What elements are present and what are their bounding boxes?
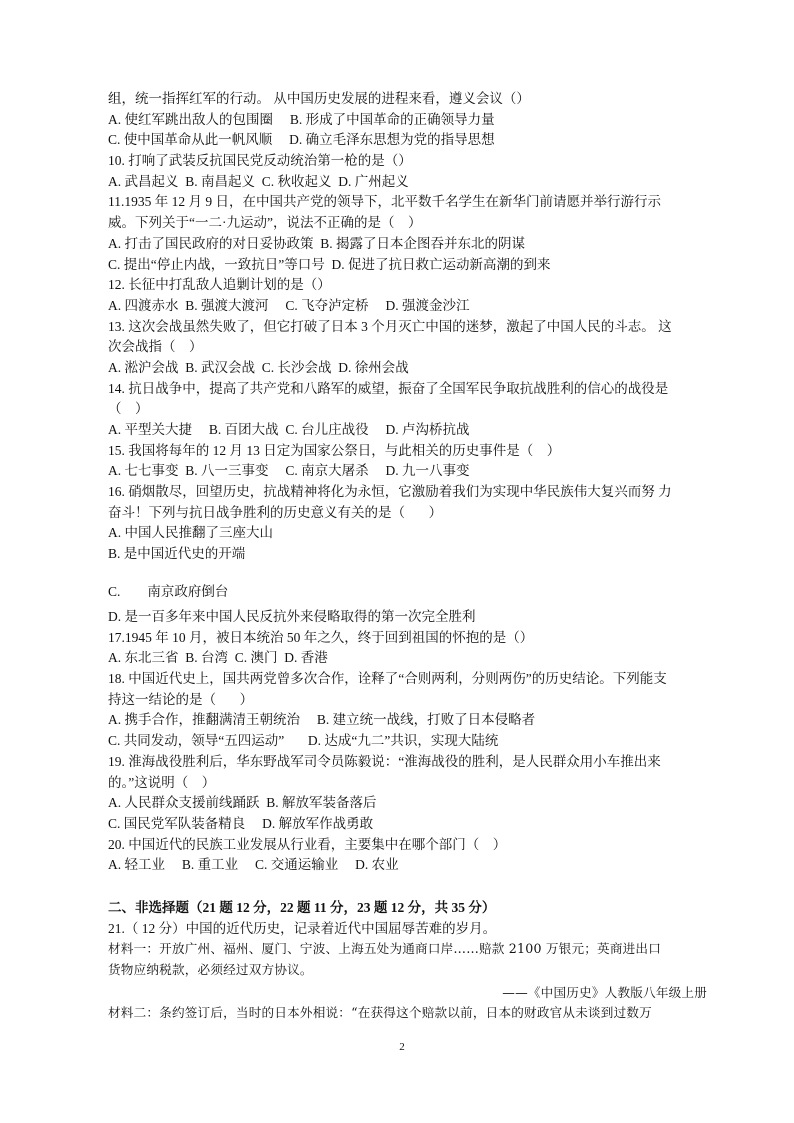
question-18-stem-line: 18. 中国近代史上，国共两党曾多次合作，诠释了“合则两利，分则两伤”的历史结论。下列能支 — [108, 671, 667, 687]
material-1-line: 材料一：开放广州、福州、厦门、宁波、上海五处为通商口岸……赔款 2100 万银元；英商进出口 — [108, 941, 662, 957]
question-16-stem-line: 16. 硝烟散尽，回望历史，抗战精神将化为永恒，它激励着我们为实现中华民族伟大复兴而努 力 — [108, 484, 672, 500]
material-2-line: 材料二：条约签订后，当时的日本外相说：“在获得这个赔款以前，日本的财政官从未谈到过数万 — [108, 1005, 652, 1021]
page-content — [108, 89, 708, 1024]
question-16-option-b: B. 是中国近代史的开端 — [108, 546, 246, 562]
material-1-line: 货物应纳税款，必须经过双方协议。 — [108, 962, 313, 977]
question-11-options-line: C. 提出“停止内战，一致抗日”等口号 D. 促进了抗日救亡运动新高潮的到来 — [108, 256, 551, 272]
question-18-stem-line: 持这一结论的是（ ） — [108, 691, 254, 707]
question-13-stem-line: 次会战指（ ） — [108, 339, 203, 355]
question-17-options-line: A. 东北三省 B. 台湾 C. 澳门 D. 香港 — [108, 650, 328, 666]
question-10-stem-line: 10. 打响了武装反抗国民党反动统治第一枪的是（） — [108, 153, 412, 169]
question-9-options-line: A. 使红军跳出敌人的包围圈 B. 形成了中国革命的正确领导力量 — [108, 111, 495, 127]
question-19-stem-line: 19. 淮海战役胜利后，华东野战军司令员陈毅说：“淮海战役的胜利，是人民群众用小车推出来 — [108, 753, 661, 769]
question-16-option-c: C. 南京政府倒台 — [108, 584, 229, 600]
question-19-options-line: A. 人民群众支援前线踊跃 B. 解放军装备落后 — [108, 795, 377, 811]
question-18-options-line: C. 共同发动，领导“五四运动” D. 达成“九二”共识，实现大陆统 — [108, 733, 499, 749]
question-20-stem-line: 20. 中国近代的民族工业发展从行业看，主要集中在哪个部门（ ） — [108, 836, 507, 852]
question-16-option-a: A. 中国人民推翻了三座大山 — [108, 525, 273, 541]
question-18-options-line: A. 携手合作，推翻满清王朝统治 B. 建立统一战线，打败了日本侵略者 — [108, 712, 536, 728]
question-11-stem-line: 11.1935 年 12 月 9 日，在中国共产党的领导下，北平数千名学生在新华门前请愿并举行游行示 — [108, 194, 661, 210]
question-14-options-line: A. 平型关大捷 B. 百团大战 C. 台儿庄战役 D. 卢沟桥抗战 — [108, 422, 470, 437]
page-number: 2 — [399, 1041, 405, 1053]
question-14-stem-line: 14. 抗日战争中，提高了共产党和八路军的威望，振奋了全国军民争取抗战胜利的信心的战役是 — [108, 380, 669, 396]
question-14-stem-line: （ ） — [108, 401, 149, 417]
question-11-stem-line: 威。下列关于“一二·九运动”，说法不正确的是（ ） — [108, 215, 422, 231]
question-9-stem-line: 组，统一指挥红军的行动。 从中国历史发展的进程来看，遵义会议（） — [108, 91, 530, 106]
question-20-options-line: A. 轻工业 B. 重工业 C. 交通运输业 D. 农业 — [108, 857, 399, 873]
question-17-stem-line: 17.1945 年 10 月，被日本统治 50 年之久，终于回到祖国的怀抱的是（） — [108, 629, 534, 645]
question-16-stem-line: 奋斗！下列与抗日战争胜利的历史意义有关的是（ ） — [108, 504, 443, 520]
question-12-stem-line: 12. 长征中打乱敌人追剿计划的是（） — [108, 277, 331, 293]
question-15-options-line: A. 七七事变 B. 八一三事变 C. 南京大屠杀 D. 九一八事变 — [108, 463, 470, 479]
question-12-options-line: A. 四渡赤水 B. 强渡大渡河 C. 飞夺泸定桥 D. 强渡金沙江 — [108, 297, 470, 313]
question-13-options-line: A. 淞沪会战 B. 武汉会战 C. 长沙会战 D. 徐州会战 — [108, 359, 409, 375]
question-19-stem-line: 的。”这说明（ ） — [108, 774, 216, 790]
question-13-stem-line: 13. 这次会战虽然失败了，但它打破了日本 3 个月灭亡中国的迷梦，激起了中国人民的斗志。 这 — [108, 318, 672, 334]
question-9-options-line: C. 使中国革命从此一帆风顺 D. 确立毛泽东思想为党的指导思想 — [108, 132, 495, 148]
section-heading: 二、非选择题（21 题 12 分，22 题 11 分，23 题 12 分，共 35 分） — [108, 899, 496, 915]
question-10-options-line: A. 武昌起义 B. 南昌起义 C. 秋收起义 D. 广州起义 — [108, 173, 409, 189]
material-1-source: ——《中国历史》人教版八年级上册 — [502, 984, 707, 1000]
question-15-stem-line: 15. 我国将每年的 12 月 13 日定为国家公祭日，与此相关的历史事件是（ ） — [108, 442, 561, 458]
question-21-stem-line: 21.（ 12 分）中国的近代历史，记录着近代中国屈辱苦难的岁月。 — [108, 920, 497, 936]
question-11-options-line: A. 打击了国民政府的对日妥协政策 B. 揭露了日本企图吞并东北的阴谋 — [108, 235, 526, 251]
question-19-options-line: C. 国民党军队装备精良 D. 解放军作战勇敢 — [108, 815, 374, 831]
question-16-option-d: D. 是一百多年来中国人民反抗外来侵略取得的第一次完全胜利 — [108, 609, 476, 624]
